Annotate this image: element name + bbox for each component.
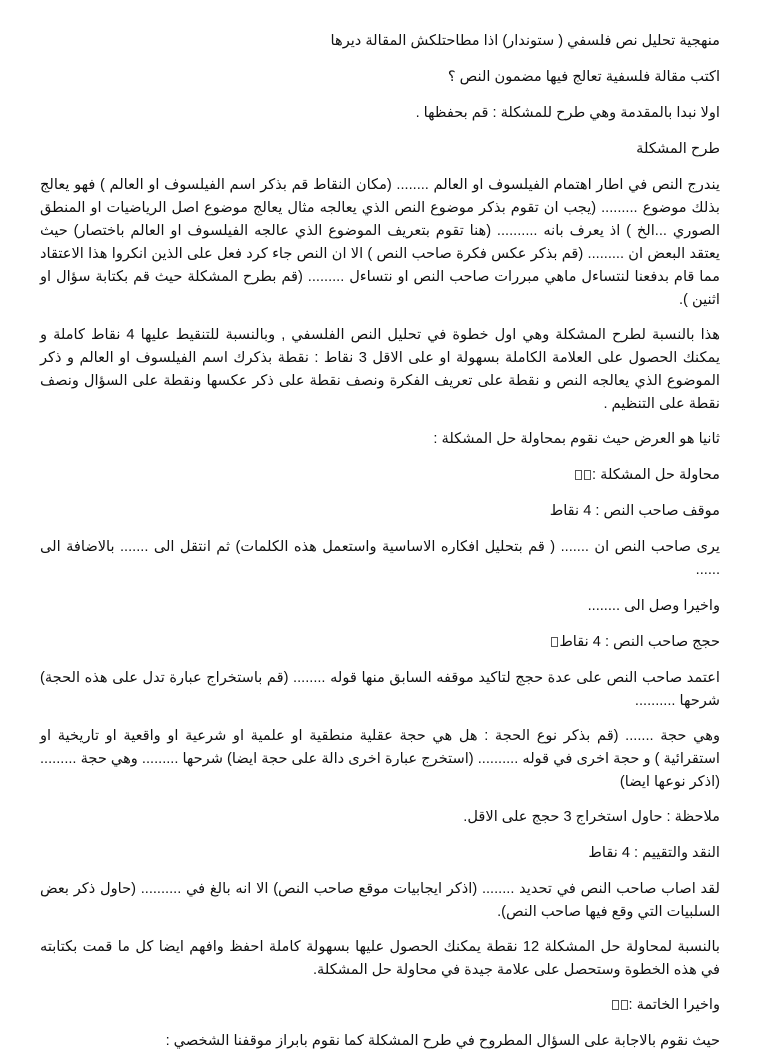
heading-text: واخيرا الخاتمة : [628,997,720,1013]
paragraph-text: واخيرا وصل الى ........ [587,598,720,614]
critique-paragraph [40,878,720,924]
document-title [40,30,720,53]
missing-glyph-icon [575,470,582,480]
section-heading-problem [40,138,720,161]
heading-text: حجج صاحب النص : 4 نقاط [559,634,720,650]
conclusion-position-line [40,595,720,618]
section-heading-solution [40,464,720,487]
paragraph-text: لقد اصاب صاحب النص في تحديد ........ (اذكر ايجابيات موقع صاحب النص) الا انه بالغ في .......... (حاول ذكر بعض السلبيات التي وقع فيها صاحب النص). [40,881,720,920]
section-heading-critique [40,842,720,865]
body-intro-line [40,428,720,451]
paragraph-text: حيث نقوم بالاجابة على السؤال المطروح في طرح المشكلة كما نقوم بابراز موقفنا الشخصي : [165,1033,720,1049]
arguments-paragraph [40,667,720,713]
heading-text: النقد والتقييم : 4 نقاط [588,845,720,861]
section-heading-arguments [40,631,720,654]
paragraph-text: ملاحظة : حاول استخراج 3 حجج على الاقل. [463,809,720,825]
intro-line [40,102,720,125]
heading-text: محاولة حل المشكلة : [592,467,720,483]
missing-glyph-icon [584,470,591,480]
section-heading-position [40,500,720,523]
paragraph-text: وهي حجة ....... (قم بذكر نوع الحجة : هل هي حجة عقلية منطقية او علمية او شرعية او واقعية او تاريخية او استقرائية ) و حجة اخرى في قوله .......... (استخرج عبارة اخرى دالة على حجة ايضا) شرحها ......... وهي حجة ......... (اذكر نوعها ايضا) [40,728,720,790]
paragraph-text: يندرج النص في اطار اهتمام الفيلسوف او العالم ........ (مكان النقاط قم بذكر اسم الفيلسوف او العالم ) فهو يعالج بذلك موضوع ......... (يجب ان تقوم بذكر موضوع النص الذي يعالجه مثال يعالج موضوع اصل الرياضيات او المنطق الصوري ...الخ ) اذ يعرف بانه .......... (هنا تقوم بتعريف الموضوع الذي عالجه الفيلسوف او العالم باختصار) حيث يعتقد البعض ان ......... (قم بذكر عكس فكرة صاحب النص ) الا ان النص جاء كرد فعل على الذين انكروا هذا الاعتقاد مما قام بدفعنا لنتساءل ماهي مبررات صاحب النص او نتساءل ......... (قم بطرح المشكلة حيث قم بكتابة سؤال او اثنين ). [40,177,720,308]
section-heading-conclusion [40,994,720,1017]
missing-glyph-icon [551,637,558,647]
intro-text: اولا نبدا بالمقدمة وهي طرح للمشكلة : قم بحفظها . [415,105,720,121]
note-line [40,806,720,829]
heading-text: موقف صاحب النص : 4 نقاط [549,503,720,519]
position-paragraph [40,536,720,582]
paragraph-text: ثانيا هو العرض حيث نقوم بمحاولة حل المشكلة : [433,431,720,447]
missing-glyph-icon [621,1000,628,1010]
problem-paragraph [40,174,720,312]
solution-grading-paragraph [40,936,720,982]
conclusion-paragraph [40,1030,720,1053]
paragraph-text: هذا بالنسبة لطرح المشكلة وهي اول خطوة في تحليل النص الفلسفي , وبالنسبة للتنقيط عليها 4 نقاط كاملة و يمكنك الحصول على العلامة الكاملة بسهولة او على الاقل 3 نقاط : نقطة بذكرك اسم الفيلسوف او العالم و ذكر الموضوع الذي يعالجه النص و نقطة على تعريف الفكرة ونصف نقطة على ذكر عكسها ونقطة على السؤال ونصف نقطة على التنظيم . [40,327,721,412]
title-text: منهجية تحليل نص فلسفي ( ستوندار) اذا مطاحتلكش المقالة ديرها [330,33,720,49]
question-text: اكتب مقالة فلسفية تعالج فيها مضمون النص ؟ [447,69,720,85]
question-line [40,66,720,89]
argument-type-paragraph [40,725,720,794]
heading-text: طرح المشكلة [636,141,720,157]
paragraph-text: يرى صاحب النص ان ....... ( قم بتحليل افكاره الاساسية واستعمل هذه الكلمات) ثم انتقل الى ....... بالاضافة الى ...... [40,539,720,578]
paragraph-text: بالنسبة لمحاولة حل المشكلة 12 نقطة يمكنك الحصول عليها بسهولة كاملة احفظ وافهم ايضا كل ما قمت بكتابته في هذه الخطوة وستحصل على علامة جيدة في محاولة حل المشكلة. [40,939,720,978]
missing-glyph-icon [612,1000,619,1010]
grading-paragraph [40,324,720,416]
paragraph-text: اعتمد صاحب النص على عدة حجج لتاكيد موقفه السابق منها قوله ........ (قم باستخراج عبارة تدل على هذه الحجة) شرحها .......... [40,670,720,709]
